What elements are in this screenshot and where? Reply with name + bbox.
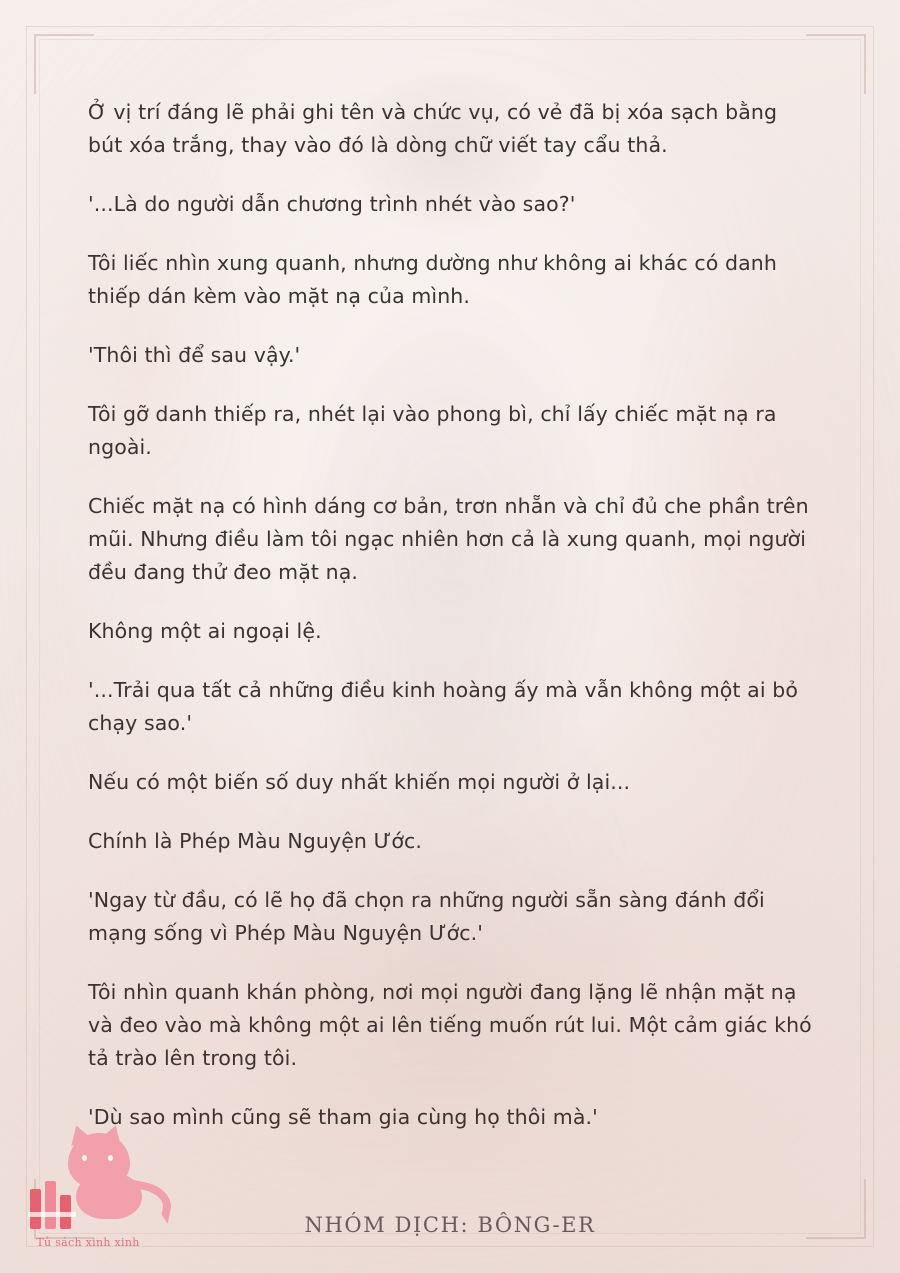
corner-ornament-top-right (806, 34, 866, 94)
paragraph: Nếu có một biến số duy nhất khiến mọi người ở lại... (88, 770, 631, 794)
cat-tail-icon (119, 1178, 175, 1224)
cat-eye-right-icon (108, 1155, 113, 1161)
paragraph: Tôi liếc nhìn xung quanh, nhưng dường như không ai khác có danh thiếp dán kèm vào mặt nạ của mình. (88, 251, 784, 308)
paragraph: Chính là Phép Màu Nguyện Ước. (88, 829, 422, 853)
book-spine-icon (30, 1189, 41, 1229)
translation-group-credit: NHÓM DỊCH: BÔNG-ER (304, 1213, 596, 1237)
paragraph: Chiếc mặt nạ có hình dáng cơ bản, trơn nhẵn và chỉ đủ che phần trên mũi. Nhưng điều làm tôi ngạc nhiên hơn cả là xung quanh, mọi người đều đang thử đeo mặt nạ. (88, 494, 816, 584)
paragraph: Không một ai ngoại lệ. (88, 619, 322, 643)
paragraph: Tôi nhìn quanh khán phòng, nơi mọi người đang lặng lẽ nhận mặt nạ và đeo vào mà không một ai lên tiếng muốn rút lui. Một cảm giác khó tả trào lên trong tôi. (88, 980, 819, 1070)
book-spine-icon (45, 1181, 56, 1229)
watermark-logo (18, 1121, 158, 1251)
paragraph: 'Thôi thì để sau vậy.' (88, 343, 301, 367)
story-text-body (88, 96, 819, 1134)
books-icon (30, 1179, 76, 1229)
paragraph: '...Là do người dẫn chương trình nhét vào sao?' (88, 192, 576, 216)
book-band-icon (28, 1212, 76, 1217)
cat-eye-left-icon (82, 1155, 87, 1161)
paragraph: 'Dù sao mình cũng sẽ tham gia cùng họ thôi mà.' (88, 1105, 598, 1129)
paragraph: Tôi gỡ danh thiếp ra, nhét lại vào phong bì, chỉ lấy chiếc mặt nạ ra ngoài. (88, 402, 784, 459)
watermark-label: Tủ sách xinh xinh (36, 1236, 140, 1249)
corner-ornament-top-left (34, 34, 94, 94)
paragraph: Ở vị trí đáng lẽ phải ghi tên và chức vụ, có vẻ đã bị xóa sạch bằng bút xóa trắng, thay vào đó là dòng chữ viết tay cẩu thả. (88, 100, 784, 157)
paragraph: 'Ngay từ đầu, có lẽ họ đã chọn ra những người sẵn sàng đánh đổi mạng sống vì Phép Màu Nguyện Ước.' (88, 888, 772, 945)
paragraph: '...Trải qua tất cả những điều kinh hoàng ấy mà vẫn không một ai bỏ chạy sao.' (88, 678, 805, 735)
